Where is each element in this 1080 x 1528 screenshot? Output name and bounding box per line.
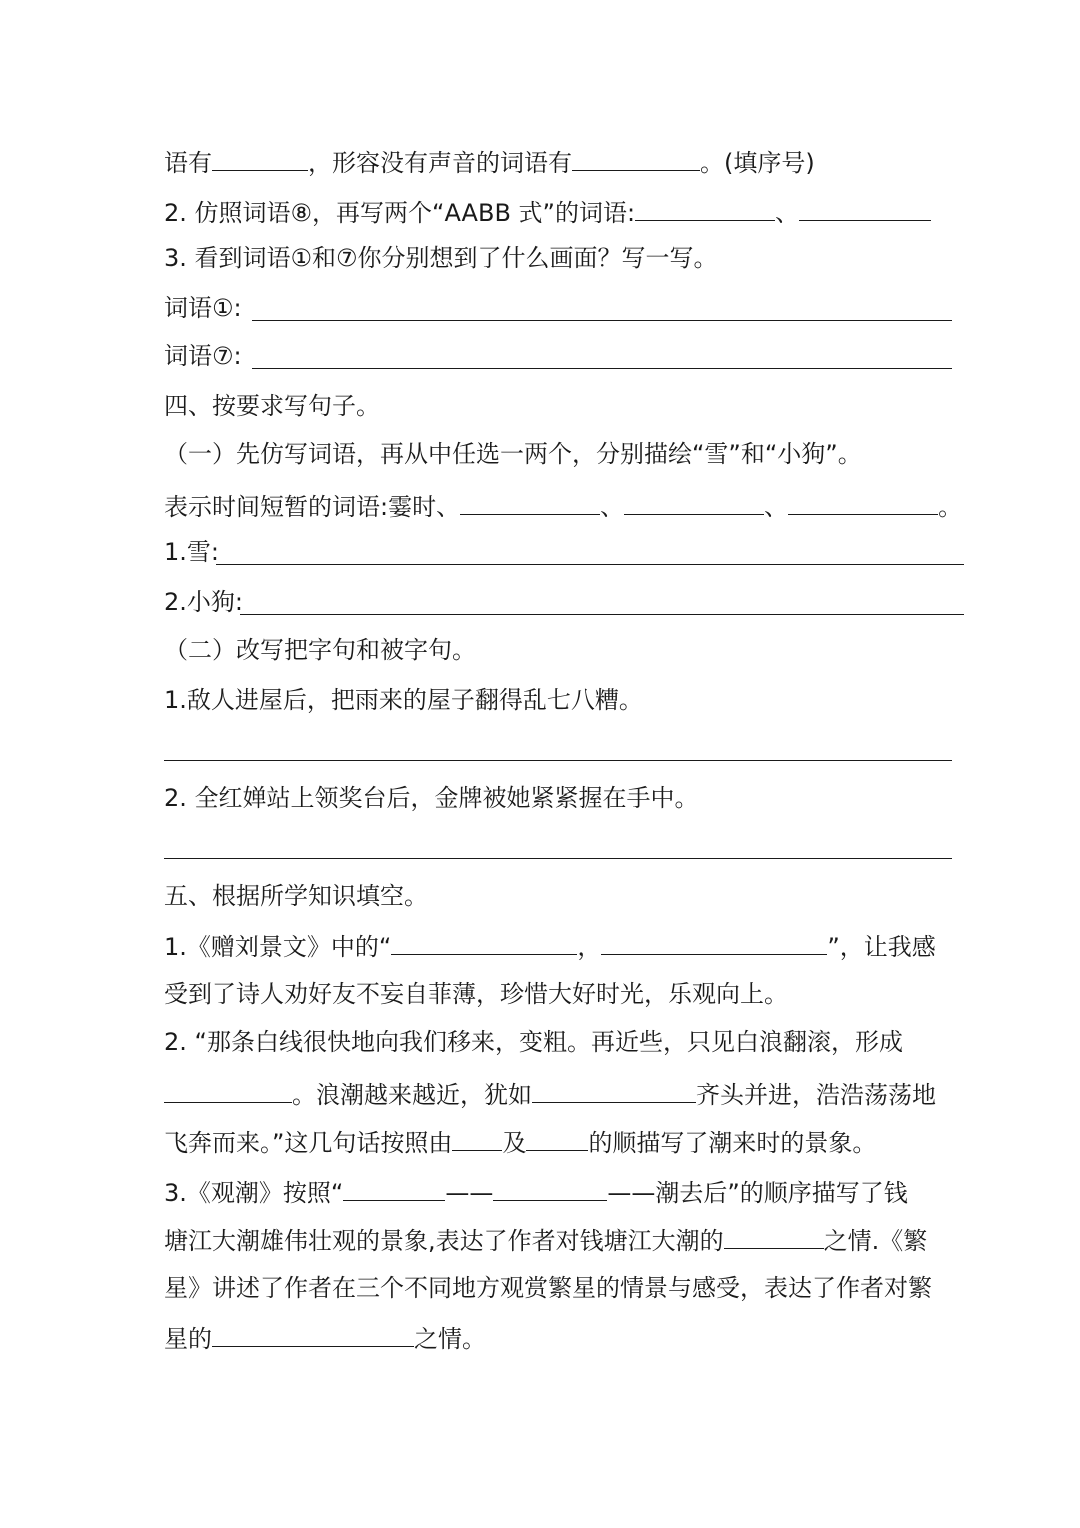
fill-3-line-1 (164, 1174, 964, 1208)
blank-to[interactable] (526, 1124, 588, 1151)
text: 齐头并进，浩浩荡荡地 (696, 1081, 936, 1109)
text: 2. “那条白线很快地向我们移来，变粗。再近些，只见白浪翻滚，形成 (164, 1028, 903, 1056)
text: 的顺描写了潮来时的景象。 (588, 1129, 877, 1157)
blank-feeling-stars[interactable] (212, 1320, 414, 1347)
text: 1.《赠刘景文》中的“ (164, 933, 392, 961)
text: 2.小狗: (164, 588, 243, 616)
section-4-title (164, 390, 964, 424)
section-5-title (164, 880, 964, 914)
text: —— (445, 1179, 494, 1207)
text: 星的 (164, 1325, 212, 1353)
blank-poem-2[interactable] (601, 928, 827, 955)
blank-poem-1[interactable] (391, 928, 577, 955)
fill-1-line-2 (164, 978, 964, 1012)
q3-2 (164, 194, 964, 228)
rewrite-1 (164, 684, 964, 718)
blank-aabb-2[interactable] (799, 194, 931, 221)
q3-1-continuation (164, 144, 964, 178)
rewrite-2 (164, 782, 964, 816)
text: 受到了诗人劝好友不妄自菲薄，珍惜大好时光，乐观向上。 (164, 980, 788, 1008)
time-words-row (164, 488, 964, 522)
text: 五、根据所学知识填空。 (164, 882, 428, 910)
text: 2. 仿照词语⑧，再写两个“AABB 式”的词语: (164, 199, 636, 227)
blank-aabb-1[interactable] (635, 194, 775, 221)
text: 语有 (164, 149, 212, 177)
text: 星》讲述了作者在三个不同地方观赏繁星的情景与感受，表达了作者对繁 (164, 1274, 932, 1302)
text: 及 (502, 1129, 527, 1157)
blank-sound-words[interactable] (212, 144, 308, 171)
text: ——潮去后”的顺序描写了钱 (607, 1179, 908, 1207)
text: 、 (775, 199, 800, 227)
q3-3 (164, 242, 964, 276)
text: 2. 全红婵站上领奖台后，金牌被她紧紧握在手中。 (164, 784, 699, 812)
text: 3. 看到词语①和⑦你分别想到了什么画面？写一写。 (164, 244, 718, 272)
text: 塘江大潮雄伟壮观的景象,表达了作者对钱塘江大潮的 (164, 1227, 724, 1255)
text: ， (577, 933, 602, 961)
blank-from[interactable] (452, 1124, 502, 1151)
fill-3-line-4 (164, 1320, 964, 1354)
blank-time-word-3[interactable] (788, 488, 938, 515)
blank-time-word-2[interactable] (624, 488, 764, 515)
fill-3-line-2 (164, 1222, 964, 1256)
fill-3-line-3 (164, 1272, 964, 1306)
text: 表示时间短暂的词语:霎时、 (164, 493, 461, 521)
text: 。(填序号) (700, 149, 815, 177)
blank-snow[interactable] (216, 564, 964, 565)
blank-time-word-1[interactable] (460, 488, 600, 515)
blank-order-2[interactable] (493, 1174, 607, 1201)
text: 1.雪: (164, 538, 219, 566)
text: （一）先仿写词语，再从中任选一两个，分别描绘“雪”和“小狗”。 (164, 440, 862, 468)
text: 1.敌人进屋后，把雨来的屋子翻得乱七八糟。 (164, 686, 643, 714)
text: 、 (600, 493, 625, 521)
blank-word-1[interactable] (252, 320, 952, 321)
fill-2-line-2 (164, 1076, 964, 1110)
text: 。 (938, 493, 963, 521)
text: 四、按要求写句子。 (164, 392, 380, 420)
text: （二）改写把字句和被字句。 (164, 636, 476, 664)
fill-2-line-1 (164, 1026, 964, 1060)
text: ，形容没有声音的词语有 (308, 149, 572, 177)
text: 、 (764, 493, 789, 521)
text: 词语①: (164, 294, 242, 322)
blank-word-7[interactable] (252, 368, 952, 369)
section-4-part-2 (164, 634, 964, 668)
blank-tide-like[interactable] (532, 1076, 696, 1103)
answer-line-rewrite-1[interactable] (164, 760, 952, 761)
text: 之情。 (414, 1325, 486, 1353)
blank-silent-words[interactable] (572, 144, 700, 171)
blank-tide-shape[interactable] (164, 1076, 292, 1103)
text: 3.《观潮》按照“ (164, 1179, 344, 1207)
blank-order-1[interactable] (343, 1174, 445, 1201)
text: 飞奔而来。”这几句话按照由 (164, 1129, 453, 1157)
text: 。浪潮越来越近，犹如 (292, 1081, 532, 1109)
blank-feeling-tide[interactable] (724, 1222, 824, 1249)
text: ”，让我感 (827, 933, 936, 961)
blank-dog[interactable] (240, 614, 964, 615)
text: 之情.《繁 (823, 1227, 928, 1255)
section-4-part-1 (164, 438, 964, 472)
fill-2-line-3 (164, 1124, 964, 1158)
answer-line-rewrite-2[interactable] (164, 858, 952, 859)
text: 词语⑦: (164, 342, 242, 370)
fill-1-line-1 (164, 928, 964, 962)
